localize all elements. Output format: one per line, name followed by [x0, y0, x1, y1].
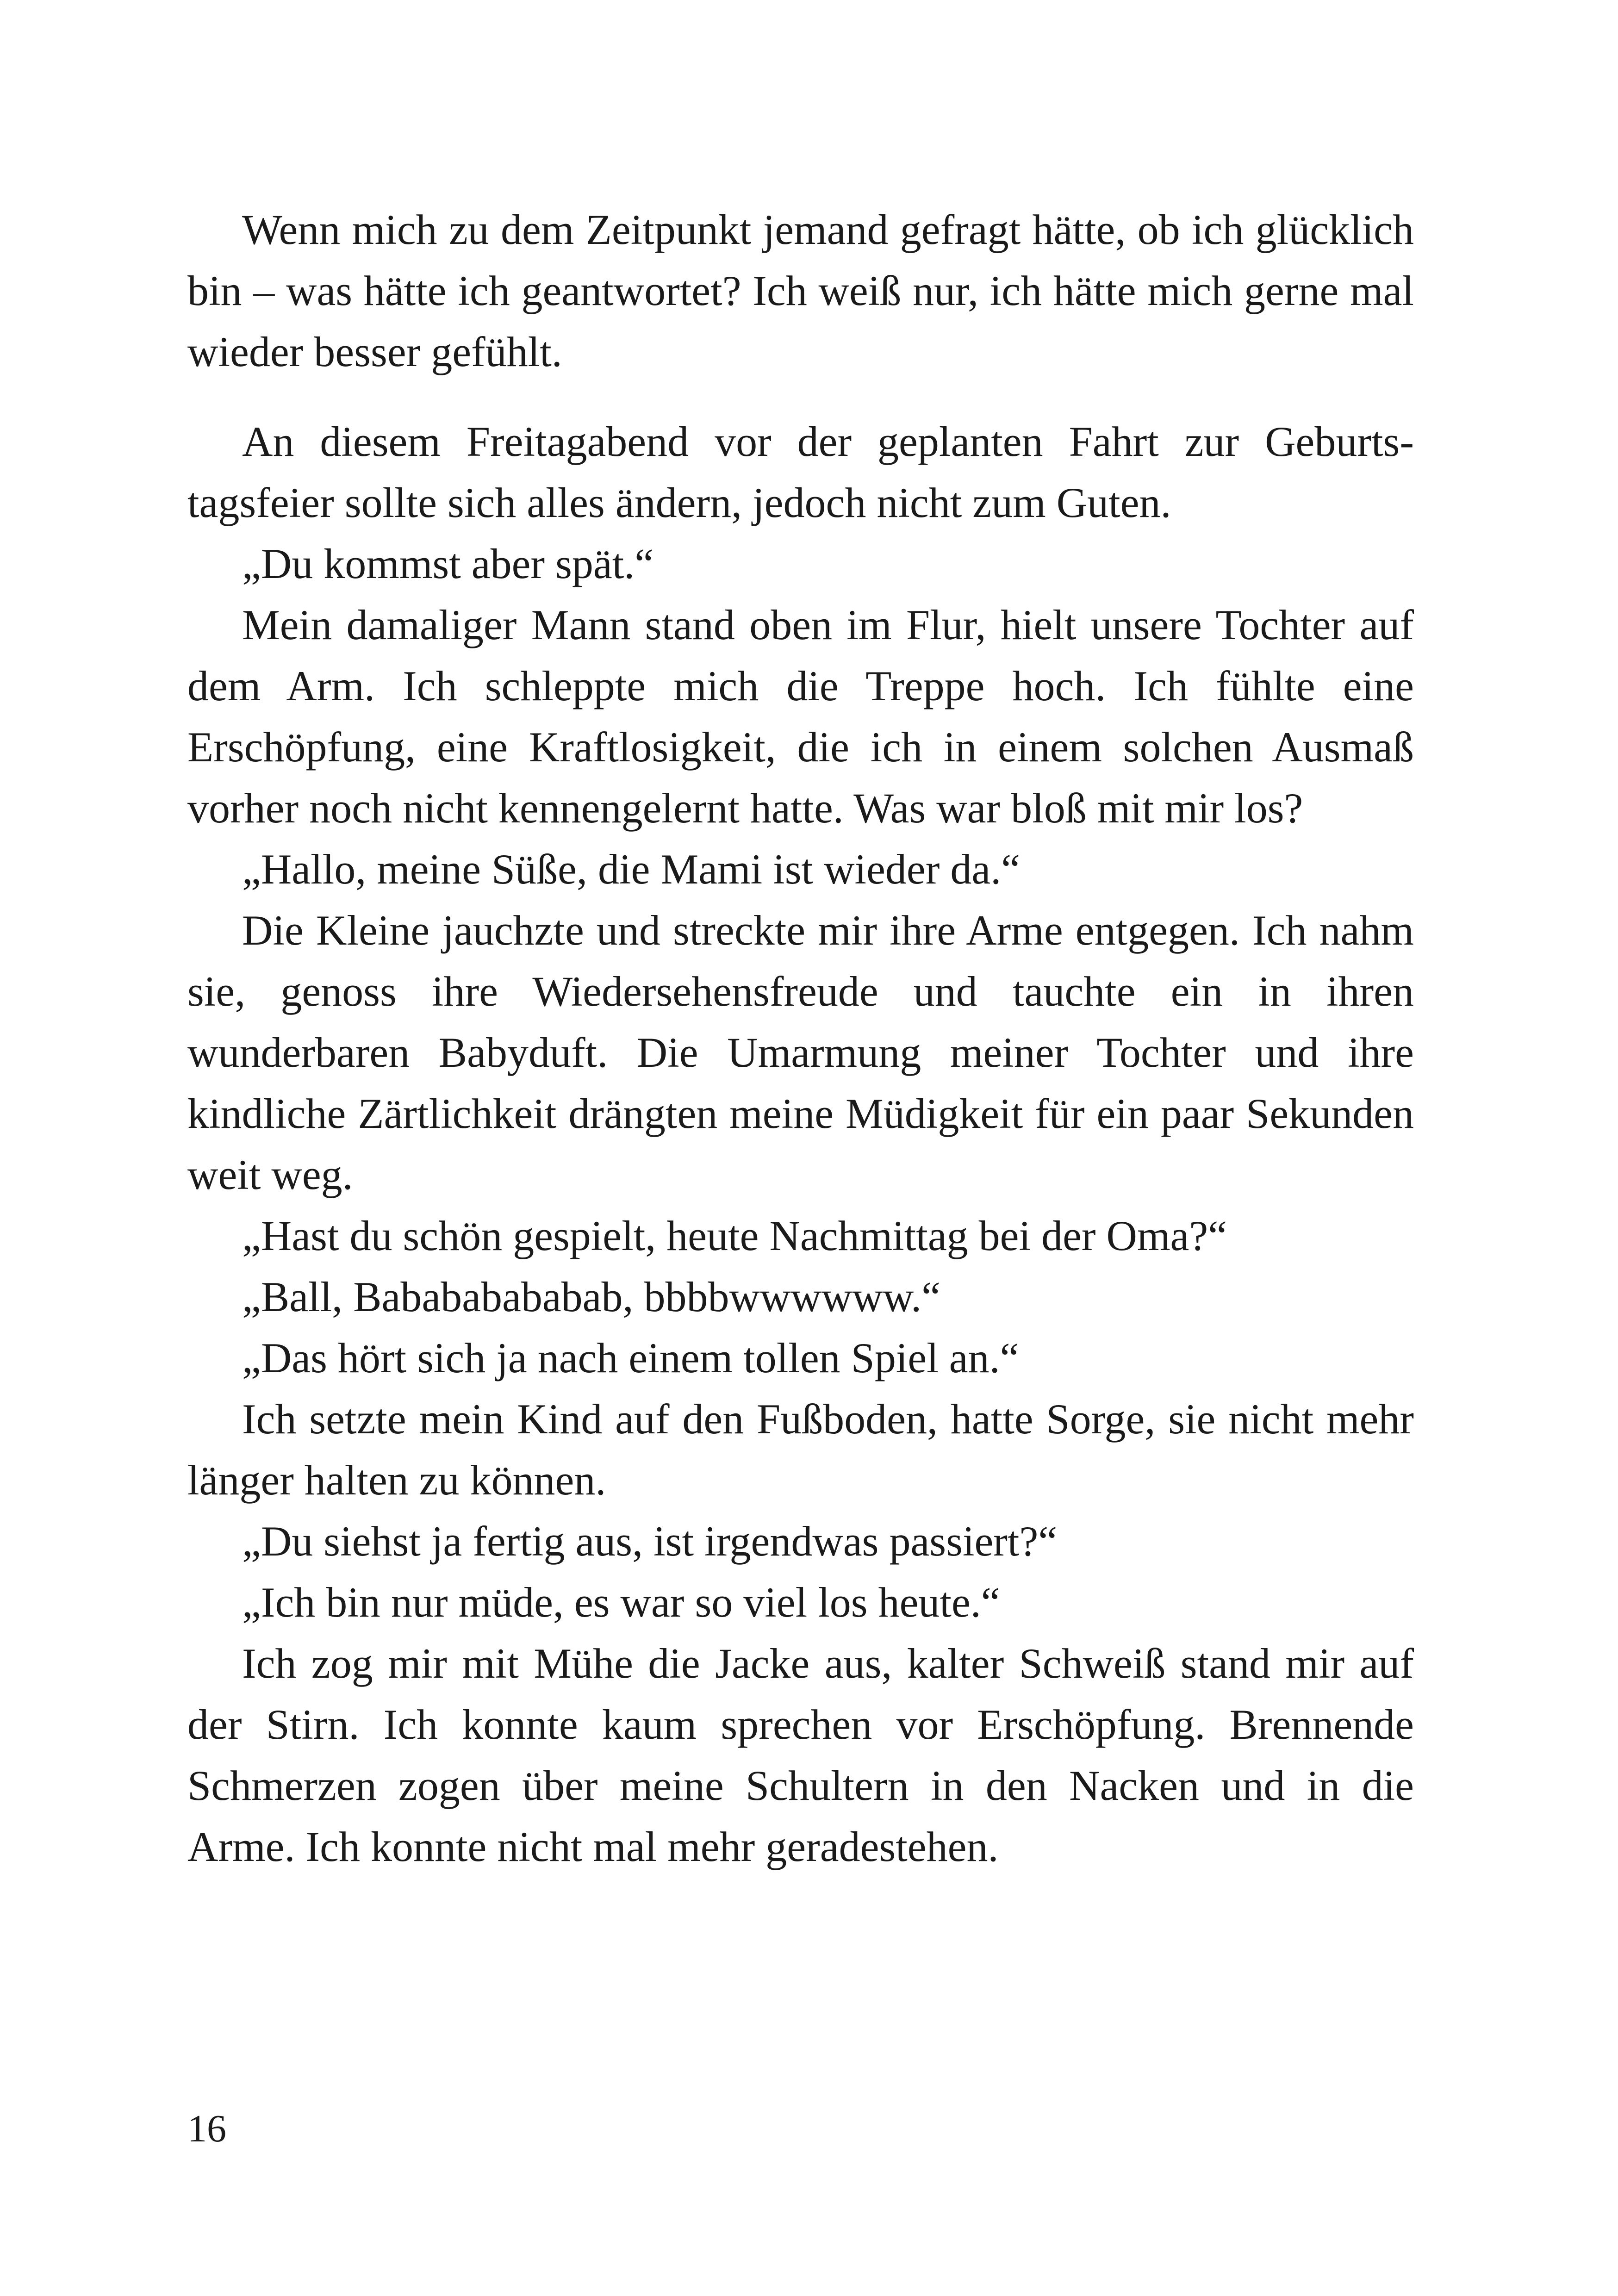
dialogue-line: „Ball, Babababababab, bbbbwwwwww.“	[242, 1273, 941, 1320]
paragraph: Mein damaliger Mann stand oben im Flur, hielt unsere Tochter auf dem Arm. Ich schleppte mich die Treppe hoch. Ich fühlte eine Erschöpfung, eine Kraftlosigkeit, die ich in einem solchen Ausmaß vorher noch nicht kennengelernt hatte. Was war bloß mit mir los?	[187, 601, 1414, 832]
paragraph: Wenn mich zu dem Zeitpunkt jemand gefragt hätte, ob ich glücklich bin – was hätte ich geantwortet? Ich weiß nur, ich hätte mich gerne mal wieder besser gefühlt.	[187, 206, 1414, 375]
page-number: 16	[187, 2107, 226, 2150]
paragraph: Ich setzte mein Kind auf den Fußboden, hatte Sorge, sie nicht mehr länger halten zu können.	[187, 1395, 1414, 1504]
paragraph: Die Kleine jauchzte und streckte mir ihre Arme entgegen. Ich nahm sie, genoss ihre Wiedersehensfreude und tauchte ein in ihren wunderbaren Babyduft. Die Umarmung meiner Tochter und ihre kindliche Zärtlichkeit drängten meine Müdigkeit für ein paar Sekunden weit weg.	[187, 907, 1414, 1198]
dialogue-line: „Hast du schön gespielt, heute Nachmittag bei der Oma?“	[242, 1212, 1227, 1259]
dialogue-line: „Das hört sich ja nach einem tollen Spiel an.“	[242, 1334, 1019, 1381]
paragraph: Ich zog mir mit Mühe die Jacke aus, kalter Schweiß stand mir auf der Stirn. Ich konnte kaum sprechen vor Erschöpfung. Brennende Schmerzen zogen über meine Schultern in den Nacken und in die Arme. Ich konnte nicht mal mehr geradestehen.	[187, 1640, 1414, 1870]
dialogue-line: „Ich bin nur müde, es war so viel los heute.“	[242, 1579, 1000, 1626]
dialogue-line: „Du kommst aber spät.“	[242, 540, 654, 587]
paragraph: An diesem Freitagabend vor der geplanten Fahrt zur Geburtstagsfeier sollte sich alles ändern, jedoch nicht zum Guten.	[187, 418, 1414, 526]
dialogue-line: „Hallo, meine Süße, die Mami ist wieder da.“	[242, 846, 1021, 893]
dialogue-line: „Du siehst ja fertig aus, ist irgendwas passiert?“	[242, 1518, 1058, 1565]
body-text	[187, 199, 1414, 1877]
